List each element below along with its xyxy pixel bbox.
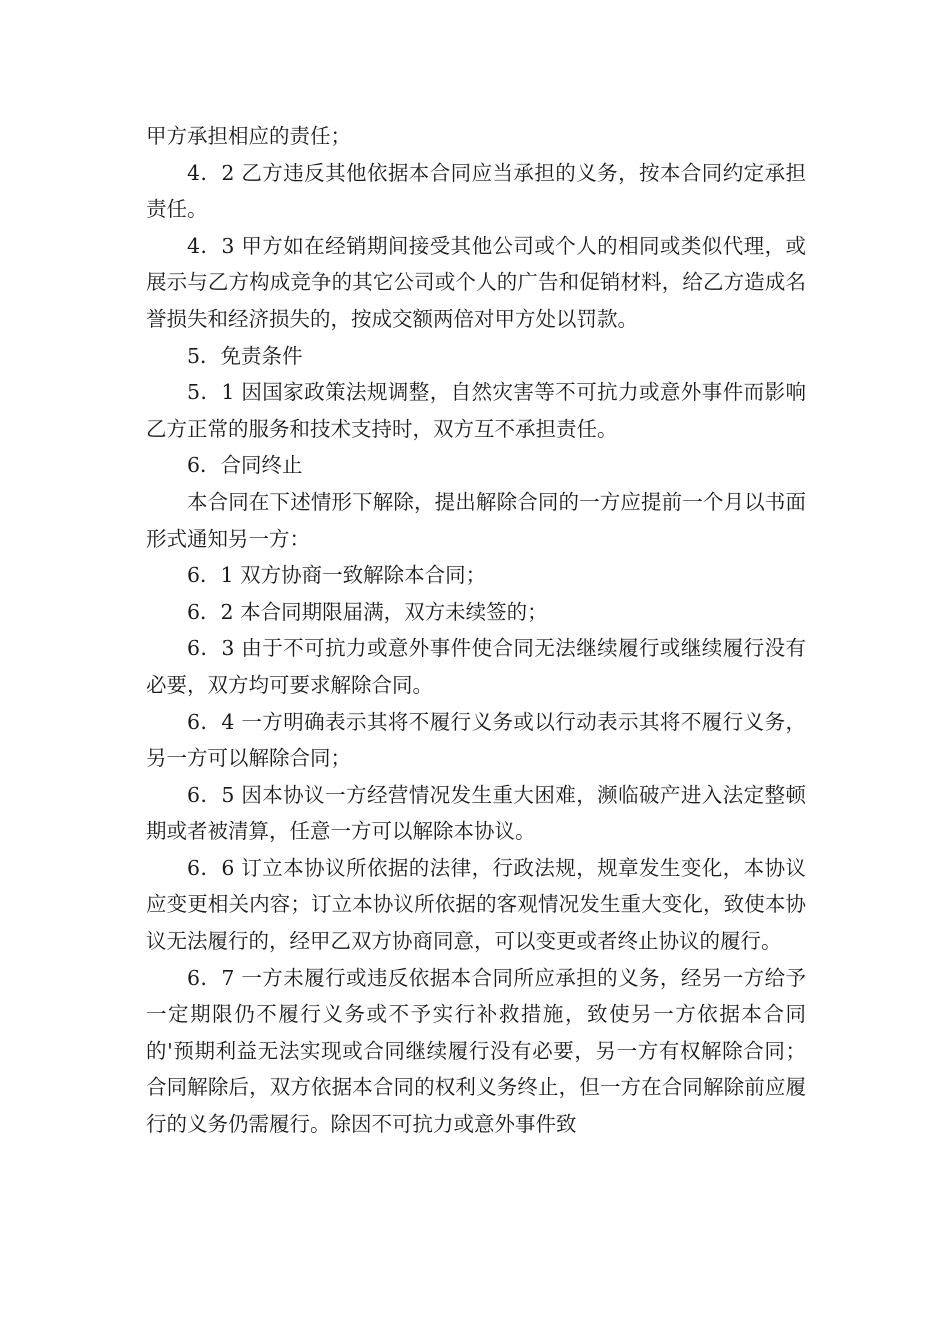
paragraph-clause-6-3: 6．3 由于不可抗力或意外事件使合同无法继续履行或继续履行没有必要，双方均可要求解除合同。 [146, 636, 806, 697]
paragraph-clause-6-2: 6．2 本合同期限届满，双方未续签的； [187, 599, 548, 624]
paragraph-clause-6-1: 6．1 双方协商一致解除本合同； [187, 563, 487, 588]
paragraph-0: 甲方承担相应的责任； [146, 124, 351, 148]
paragraph-clause-5-1: 5．1 因国家政策法规调整，自然灾害等不可抗力或意外事件而影响乙方正常的服务和技术支持时，双方互不承担责任。 [146, 380, 806, 441]
paragraph-clause-6-7: 6．7 一方未履行或违反依据本合同所应承担的义务，经另一方给予一定期限仍不履行义务或不予实行补救措施，致使另一方依据本合同的'预期利益无法实现或合同继续履行没有必要，另一方有权解除合同；合同解除后，双方依据本合同的权利义务终止，但一方在合同解除前应履行的义务仍需履行。除因不可抗力或意外事件致 [146, 965, 806, 1137]
heading-clause-5: 5．免责条件 [187, 343, 303, 368]
paragraph-clause-6-6: 6．6 订立本协议所依据的法律，行政法规，规章发生变化，本协议应变更相关内容；订立本协议所依据的客观情况发生重大变化，致使本协议无法履行的，经甲乙双方协商同意，可以变更或者终止协议的履行。 [146, 855, 806, 954]
paragraph-clause-4-3: 4．3 甲方如在经销期间接受其他公司或个人的相同或类似代理，或展示与乙方构成竞争的其它公司或个人的广告和促销材料，给乙方造成名誉损失和经济损失的，按成交额两倍对甲方处以罚款。 [146, 233, 806, 331]
document-page [146, 118, 806, 1143]
paragraph-clause-6-intro: 本合同在下述情形下解除，提出解除合同的一方应提前一个月以书面形式通知另一方： [146, 489, 806, 551]
paragraph-clause-4-2: 4．2 乙方违反其他依据本合同应当承担的义务，按本合同约定承担责任。 [146, 160, 806, 222]
paragraph-clause-6-5: 6．5 因本协议一方经营情况发生重大困难，濒临破产进入法定整顿期或者被清算，任意一方可以解除本协议。 [146, 782, 806, 844]
heading-clause-6: 6．合同终止 [187, 453, 303, 478]
paragraph-clause-6-4: 6．4 一方明确表示其将不履行义务或以行动表示其将不履行义务，另一方可以解除合同； [146, 709, 806, 771]
